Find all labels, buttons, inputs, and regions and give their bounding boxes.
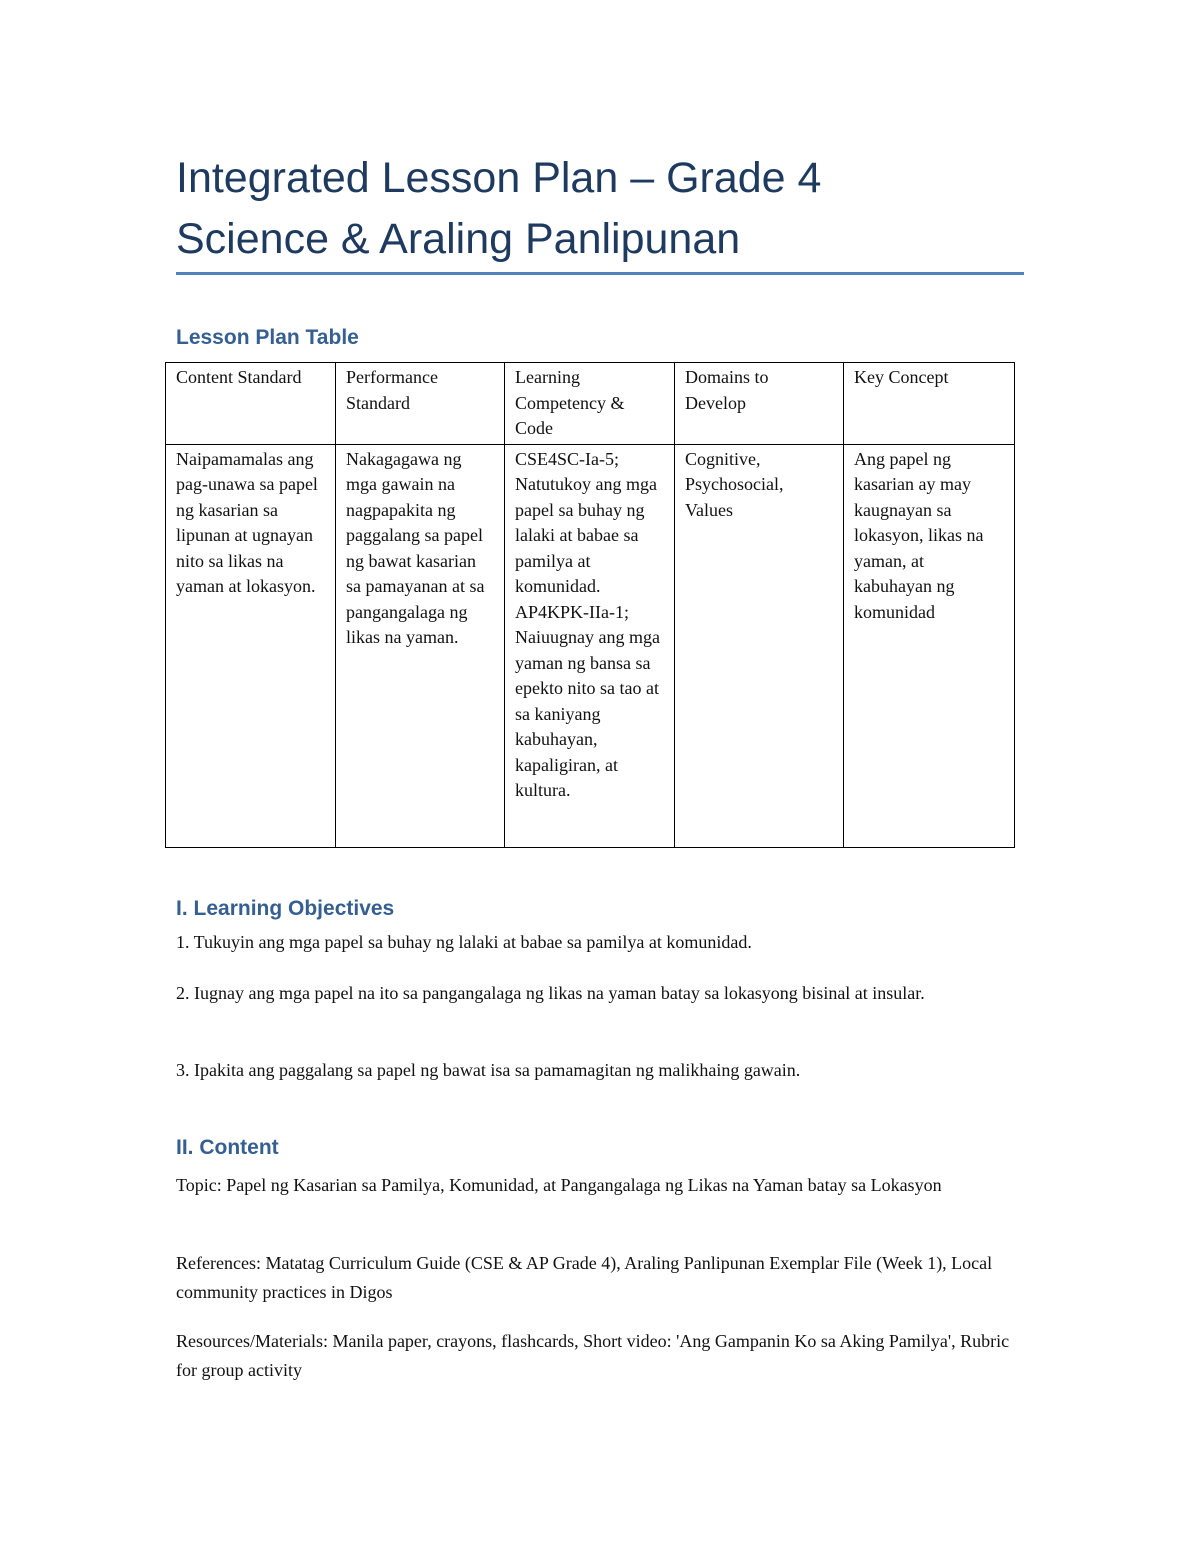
content-resources: Resources/Materials: Manila paper, crayons, flashcards, Short video: 'Ang Gampanin Ko sa Aking Pamilya', Rubric for group activity: [176, 1331, 1010, 1380]
cell-performance-standard: Nakagagawa ng mga gawain na nagpapakita ng paggalang sa papel ng bawat kasarian sa pamayanan at sa pangangalaga ng likas na yaman.: [336, 444, 505, 847]
lesson-table-heading: Lesson Plan Table: [176, 326, 359, 349]
document-title: [176, 148, 1026, 270]
cell-learning-competency: CSE4SC-Ia-5; Natutukoy ang mga papel sa buhay ng lalaki at babae sa pamilya at komunidad. AP4KPK-IIa-1; Naiuugnay ang mga yaman ng bansa sa epekto nito sa tao at sa kaniyang kabuhayan, kapaligiran, at kultura.: [505, 444, 675, 847]
header-performance-standard: Performance Standard: [336, 363, 505, 445]
objective-item: 3. Ipakita ang paggalang sa papel ng bawat isa sa pamamagitan ng malikhaing gawain.: [176, 1060, 801, 1080]
header-key-concept: Key Concept: [844, 363, 1015, 445]
content-references: References: Matatag Curriculum Guide (CSE & AP Grade 4), Araling Panlipunan Exemplar File (Week 1), Local community practices in Digos: [176, 1253, 993, 1302]
lesson-plan-table: [165, 362, 1015, 848]
table-row: [166, 444, 1015, 847]
header-content-standard: Content Standard: [166, 363, 336, 445]
content-topic: Topic: Papel ng Kasarian sa Pamilya, Komunidad, at Pangangalaga ng Likas na Yaman batay sa Lokasyon: [176, 1175, 942, 1195]
objective-item: 2. Iugnay ang mga papel na ito sa pangangalaga ng likas na yaman batay sa lokasyong bisinal at insular.: [176, 983, 925, 1003]
content-heading: II. Content: [176, 1136, 279, 1159]
title-underline: [176, 272, 1024, 275]
title-line-2: Science & Araling Panlipunan: [176, 215, 741, 263]
cell-key-concept: Ang papel ng kasarian ay may kaugnayan sa lokasyon, likas na yaman, at kabuhayan ng komunidad: [844, 444, 1015, 847]
title-line-1: Integrated Lesson Plan – Grade 4: [176, 154, 822, 202]
objectives-heading: I. Learning Objectives: [176, 897, 395, 920]
objective-item: 1. Tukuyin ang mga papel sa buhay ng lalaki at babae sa pamilya at komunidad.: [176, 932, 752, 952]
cell-content-standard: Naipamamalas ang pag-unawa sa papel ng kasarian sa lipunan at ugnayan nito sa likas na yaman at lokasyon.: [166, 444, 336, 847]
table-header-row: [166, 363, 1015, 445]
header-learning-competency: Learning Competency & Code: [505, 363, 675, 445]
header-domains: Domains to Develop: [675, 363, 844, 445]
cell-domains: Cognitive, Psychosocial, Values: [675, 444, 844, 847]
